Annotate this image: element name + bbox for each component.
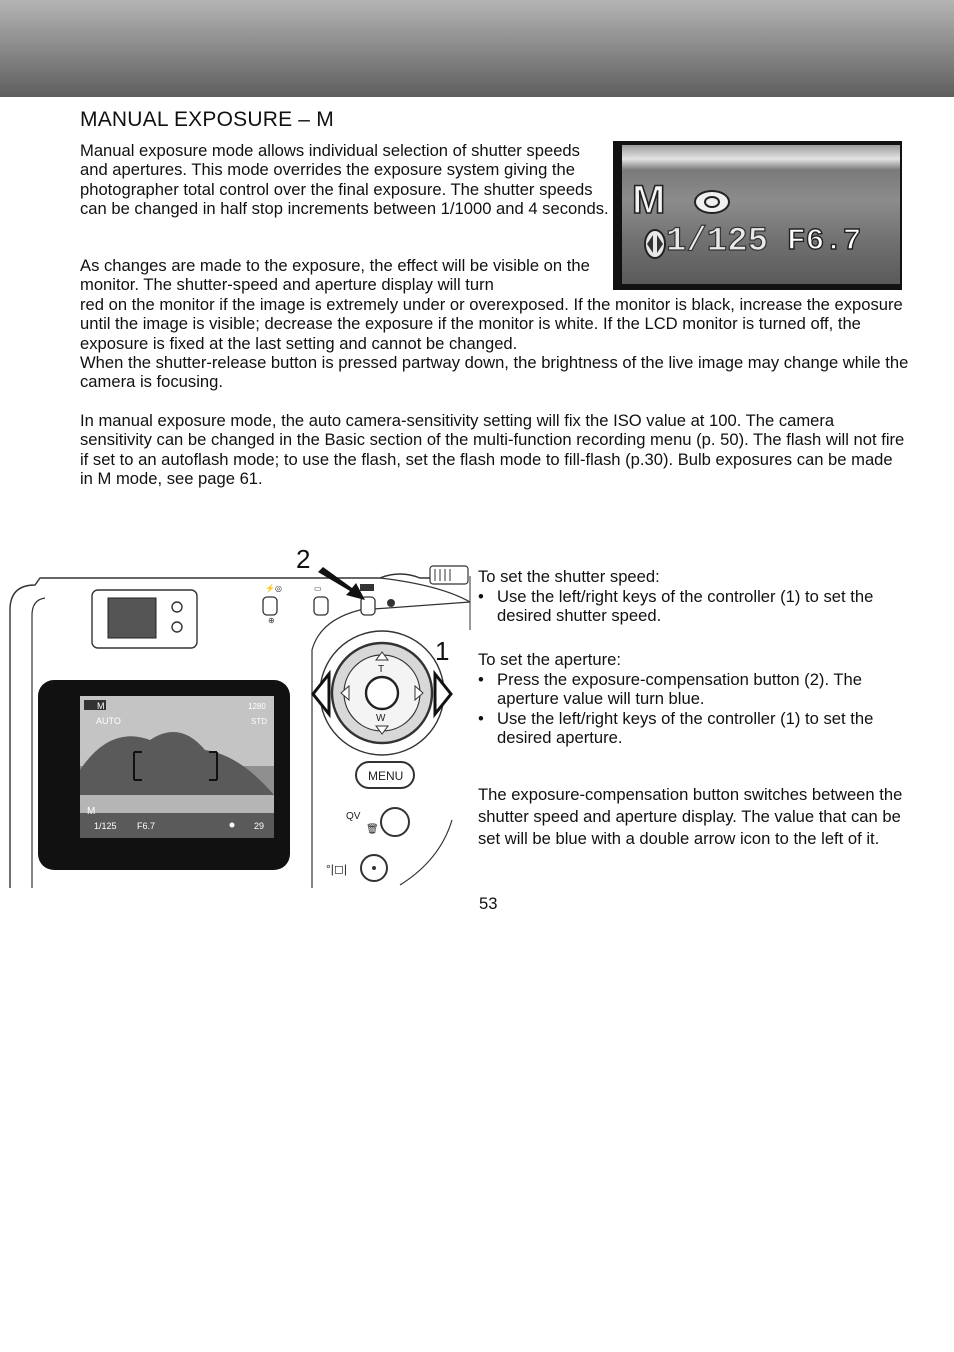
- intro-paragraph-2-focus-note: When the shutter-release button is pressed partway down, the brightness of the live image may change while the camera is focusing.: [80, 353, 909, 392]
- page-title: MANUAL EXPOSURE – M: [80, 108, 334, 131]
- intro-paragraph-2-start: As changes are made to the exposure, the effect will be visible on the monitor. The shutter-speed and aperture display will turn: [80, 256, 590, 295]
- callout-2: 2: [296, 544, 311, 574]
- menu-button-label: MENU: [368, 769, 404, 783]
- metering-icon: [692, 187, 732, 217]
- shutter-speed-heading: To set the shutter speed:: [478, 567, 660, 586]
- header-band: [0, 0, 954, 97]
- double-arrow-icon: [643, 228, 668, 260]
- svg-text:⚡◎: ⚡◎: [265, 584, 282, 593]
- intro-paragraph-2-continued: red on the monitor if the image is extremely under or overexposed. If the monitor is black, increase the exposure until the image is visible; decrease the exposure if the monitor is white. If the LCD monitor is turned off, the exposure is fixed at the last setting and cannot be changed.: [80, 294, 903, 353]
- monitor-resolution: 1280: [248, 702, 266, 711]
- callout-1: 1: [435, 636, 450, 666]
- monitor-shutter: 1/125: [94, 821, 117, 831]
- svg-text:▭: ▭: [314, 584, 322, 593]
- monitor-flash-auto: AUTO: [96, 716, 121, 726]
- zoom-wide-label: W: [376, 713, 386, 724]
- monitor-mode-top: M: [97, 701, 105, 711]
- display-mode-icon: °|◻|: [326, 862, 347, 876]
- trash-icon: 🗑: [366, 824, 379, 835]
- exposure-compensation-button[interactable]: [361, 597, 375, 615]
- aperture-step-1: • Press the exposure-compensation button (2). The aperture value will turn blue.: [478, 670, 908, 709]
- monitor-exposure-mode: M: [87, 806, 96, 817]
- aperture-step-2: • Use the left/right keys of the controller (1) to set the desired aperture.: [478, 709, 908, 748]
- quick-view-label: QV: [346, 811, 361, 822]
- monitor-aperture: F6.7: [137, 821, 156, 831]
- drive-mode-button[interactable]: [314, 597, 328, 615]
- aperture-section: [478, 650, 908, 748]
- svg-text:⊕: ⊕: [268, 616, 275, 625]
- lcd-mode-indicator: M: [632, 178, 666, 222]
- camera-back-diagram: [0, 540, 475, 892]
- controller-center-button[interactable]: [366, 677, 398, 709]
- pointer-arrow-icon: [318, 567, 365, 600]
- quick-view-button[interactable]: [381, 808, 409, 836]
- flash-mode-button[interactable]: [263, 597, 277, 615]
- zoom-tele-label: T: [378, 664, 385, 675]
- page-number: 53: [479, 894, 498, 913]
- shutter-speed-section: [478, 567, 908, 626]
- viewfinder-window: [108, 598, 156, 638]
- monitor-quality: STD: [251, 717, 267, 726]
- exposure-compensation-note: The exposure-compensation button switches between the shutter speed and aperture display. The value that can be set will be blue with a double arrow icon to the left of it.: [478, 785, 903, 848]
- shutter-step-1: • Use the left/right keys of the controller (1) to set the desired shutter speed.: [478, 587, 908, 626]
- lcd-shutter-speed: 1/125: [666, 223, 769, 261]
- intro-paragraph-3: In manual exposure mode, the auto camera-sensitivity setting will fix the ISO value at 100. The camera sensitivity can be changed in the Basic section of the multi-function recording menu (p. 50). The flash will not fire if set to an autoflash mode; to use the flash, set the flash mode to fill-flash (p.30). Bulb exposures can be made in M mode, see page 61.: [80, 411, 905, 489]
- aperture-heading: To set the aperture:: [478, 650, 621, 669]
- lcd-aperture: F6.7: [787, 224, 862, 259]
- intro-paragraph-1: Manual exposure mode allows individual selection of shutter speeds and apertures. This mode overrides the exposure system giving the photographer total control over the final exposure. The shutter speeds can be changed in half stop increments between 1/1000 and 4 seconds.: [80, 141, 609, 219]
- monitor-frame-count: 29: [254, 821, 265, 831]
- mode-dial[interactable]: [430, 566, 468, 584]
